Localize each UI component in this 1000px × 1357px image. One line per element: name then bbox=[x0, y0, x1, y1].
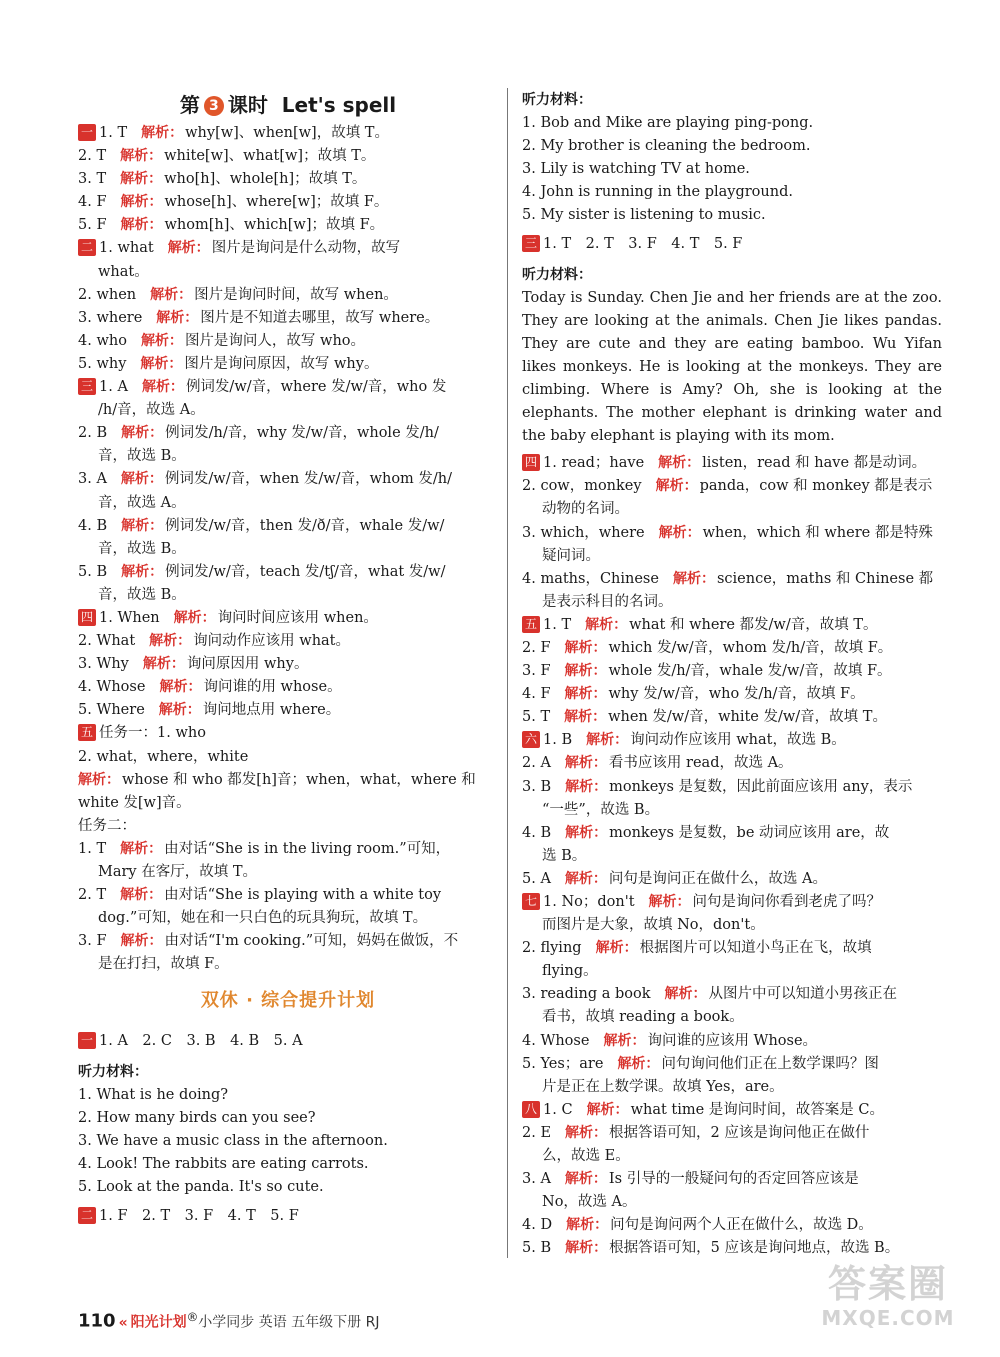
analysis-text: who[h]、whole[h]；故填 T。 bbox=[164, 171, 367, 188]
analysis-text: 由对话“She is playing with a white toy bbox=[164, 887, 442, 904]
analysis-text: 询问谁的应该用 Whose。 bbox=[647, 1032, 818, 1049]
analysis-label: 解析： bbox=[564, 686, 607, 703]
answer-text: 5. B bbox=[522, 1240, 552, 1257]
analysis-text: 图片是询问原因，故写 why。 bbox=[184, 355, 379, 372]
answer-row bbox=[522, 1214, 942, 1237]
answer-row bbox=[78, 746, 498, 769]
analysis-text: 询问地点用 where。 bbox=[202, 702, 341, 719]
analysis-label: 解析： bbox=[672, 570, 715, 587]
answer-row bbox=[78, 237, 498, 260]
answer-text: flying。 bbox=[542, 963, 598, 980]
answer-text: 3. F bbox=[78, 933, 107, 950]
answer-text: 看书，故填 reading a book。 bbox=[542, 1009, 744, 1026]
analysis-label: 解析： bbox=[120, 887, 163, 904]
title-suffix: 课时 bbox=[227, 93, 268, 117]
answer-text: 1. When bbox=[99, 609, 160, 626]
watermark-text: 答案圈 bbox=[827, 1262, 948, 1306]
analysis-text: 询问动作应该用 what。 bbox=[193, 633, 351, 650]
listening-material-2 bbox=[522, 112, 942, 227]
analysis-label: 解析： bbox=[655, 478, 698, 495]
answer-text: 疑问词。 bbox=[542, 547, 600, 564]
analysis-label: 解析： bbox=[586, 732, 629, 749]
analysis-label: 解析： bbox=[141, 125, 184, 141]
exercise-badge: 二 bbox=[78, 239, 96, 256]
answer-text: 4. maths，Chinese bbox=[522, 570, 659, 587]
answer-row bbox=[78, 884, 498, 907]
analysis-label: 解析： bbox=[120, 840, 163, 857]
analysis-label: 解析： bbox=[121, 517, 164, 534]
analysis-label: 解析： bbox=[664, 986, 707, 1003]
answer-text: 3. B bbox=[522, 778, 552, 795]
analysis-text: white[w]、what[w]；故填 T。 bbox=[164, 148, 376, 165]
answer-row bbox=[78, 630, 498, 653]
answer-text: 3. A bbox=[522, 1171, 551, 1188]
answer-row bbox=[522, 891, 942, 914]
analysis-text: 问句是询问正在做什么，故选 A。 bbox=[608, 870, 828, 887]
answer-row bbox=[78, 1205, 498, 1228]
analysis-label: 解析： bbox=[142, 656, 185, 673]
answer-text: 任务一：1. who bbox=[99, 725, 206, 742]
answer-text: 选 B。 bbox=[542, 847, 587, 864]
answer-text: 3. A bbox=[78, 471, 107, 488]
answer-row bbox=[78, 792, 498, 815]
answer-text: 4. F bbox=[522, 686, 551, 703]
watermark bbox=[808, 1262, 968, 1330]
analysis-text: monkeys 是复数，因此前面应该用 any，表示 bbox=[609, 778, 913, 795]
answer-row bbox=[522, 799, 942, 822]
analysis-text: 由对话“I'm cooking.”可知，妈妈在做饭，不 bbox=[164, 933, 459, 950]
analysis-text: whose 和 who 都发[h]音；when，what，where 和 bbox=[122, 771, 476, 788]
answer-row bbox=[522, 960, 942, 983]
analysis-label: 解析： bbox=[658, 524, 701, 541]
listening-line: 4. Look! The rabbits are eating carrots. bbox=[78, 1155, 369, 1172]
analysis-text: 由对话“She is in the living room.”可知， bbox=[164, 840, 451, 857]
answer-row bbox=[522, 1053, 942, 1076]
exercise-badge: 六 bbox=[522, 731, 540, 748]
answer-text: 4. D bbox=[522, 1217, 553, 1234]
analysis-label: 解析： bbox=[565, 1124, 608, 1141]
answer-row bbox=[522, 522, 942, 545]
double-chevron-icon: « bbox=[118, 1314, 128, 1331]
answer-text: 1. read；have bbox=[543, 455, 645, 472]
exercise-badge: 一 bbox=[78, 124, 96, 141]
answer-text: 2. what，where，white bbox=[78, 748, 249, 765]
answer-text: 2. T bbox=[78, 887, 107, 904]
analysis-text: 图片是询问是什么动物，故写 bbox=[211, 240, 401, 257]
answer-text: 5. T bbox=[522, 709, 551, 726]
analysis-label: 解析： bbox=[565, 824, 608, 841]
analysis-text: why[w]、when[w]，故填 T。 bbox=[185, 125, 389, 141]
answer-text: 2. when bbox=[78, 286, 137, 303]
answer-row bbox=[522, 1030, 942, 1053]
analysis-label: 解析： bbox=[565, 1240, 608, 1257]
exercise-badge: 七 bbox=[522, 893, 540, 910]
answer-text: 2. What bbox=[78, 633, 136, 650]
answer-row bbox=[522, 706, 942, 729]
answer-row bbox=[78, 145, 498, 168]
answer-row bbox=[78, 261, 498, 284]
analysis-label: 解析： bbox=[603, 1032, 646, 1049]
analysis-text: whose[h]、where[w]；故填 F。 bbox=[164, 194, 389, 211]
analysis-label: 解析： bbox=[120, 194, 163, 211]
answer-row bbox=[78, 422, 498, 445]
analysis-text: 看书应该用 read，故选 A。 bbox=[608, 755, 793, 772]
answer-row bbox=[522, 452, 942, 475]
analysis-text: 例词发/w/音，when 发/w/音，whom 发/h/ bbox=[164, 471, 453, 488]
column-divider bbox=[507, 88, 508, 1258]
analysis-label: 解析： bbox=[586, 1101, 629, 1118]
answer-row bbox=[522, 233, 942, 256]
listening-label: 听力材料： bbox=[522, 92, 592, 108]
brand-name: 阳光计划 bbox=[130, 1314, 187, 1331]
answer-text: 1. B bbox=[543, 732, 573, 749]
analysis-label: 解析： bbox=[658, 455, 701, 472]
answer-text: 3. which，where bbox=[522, 524, 645, 541]
analysis-text: listen，read 和 have 都是动词。 bbox=[702, 455, 927, 472]
listening-line: 4. John is running in the playground. bbox=[522, 184, 793, 201]
answer-text: 5. A bbox=[522, 870, 551, 887]
analysis-text: 图片是询问时间，故写 when。 bbox=[194, 286, 398, 303]
answer-row bbox=[522, 614, 942, 637]
analysis-label: 解析： bbox=[78, 771, 120, 788]
analysis-label: 解析： bbox=[167, 240, 210, 257]
analysis-text: monkeys 是复数，be 动词应该用 are，故 bbox=[609, 824, 890, 841]
analysis-label: 解析： bbox=[566, 1217, 609, 1234]
exercise-badge: 一 bbox=[78, 1032, 96, 1049]
exercise-badge: 八 bbox=[522, 1101, 540, 1118]
answer-text: 音，故选 B。 bbox=[98, 448, 186, 465]
analysis-text: science，maths 和 Chinese 都 bbox=[716, 570, 934, 587]
analysis-text: 例词发/h/音，why 发/w/音，whole 发/h/ bbox=[165, 425, 439, 442]
exercise-badge: 三 bbox=[78, 378, 96, 395]
analysis-label: 解析： bbox=[595, 940, 638, 957]
analysis-text: which 发/w/音，whom 发/h/音，故填 F。 bbox=[608, 639, 893, 656]
answer-text: 3. Why bbox=[78, 656, 129, 673]
answer-row bbox=[78, 907, 498, 930]
answer-row bbox=[78, 676, 498, 699]
answer-text: 是表示科目的名词。 bbox=[542, 593, 673, 610]
answer-row bbox=[522, 1006, 942, 1029]
answer-row bbox=[78, 699, 498, 722]
listening-line: 2. How many birds can you see? bbox=[78, 1109, 316, 1126]
analysis-text: Is 引导的一般疑问句的否定回答应该是 bbox=[608, 1171, 859, 1188]
answer-row bbox=[78, 122, 498, 145]
listening-line: 5. Look at the panda. It's so cute. bbox=[78, 1178, 324, 1195]
analysis-label: 解析： bbox=[173, 609, 216, 626]
analysis-label: 解析： bbox=[564, 639, 607, 656]
answer-text: 4. B bbox=[522, 824, 552, 841]
answer-text: white 发[w]音。 bbox=[78, 794, 191, 811]
answer-row bbox=[78, 607, 498, 630]
listening-line: 3. Lily is watching TV at home. bbox=[522, 161, 750, 178]
analysis-text: 询问时间应该用 when。 bbox=[217, 609, 378, 626]
answer-text: 3. reading a book bbox=[522, 986, 651, 1003]
answer-text: 2. T bbox=[78, 148, 107, 165]
analysis-text: 从图片中可以知道小男孩正在 bbox=[708, 986, 898, 1003]
answer-row bbox=[522, 1168, 942, 1191]
analysis-text: what time 是询问时间，故答案是 C。 bbox=[630, 1101, 884, 1118]
listening-line: 2. My brother is cleaning the bedroom. bbox=[522, 138, 811, 155]
lesson-title bbox=[78, 88, 498, 122]
answer-text: 1. A 2. C 3. B 4. B 5. A bbox=[99, 1033, 303, 1050]
analysis-label: 解析： bbox=[564, 1171, 607, 1188]
answer-row bbox=[78, 722, 498, 745]
analysis-text: 图片是不知道去哪里，故写 where。 bbox=[200, 309, 440, 326]
analysis-label: 解析： bbox=[120, 471, 163, 488]
answer-row bbox=[522, 776, 942, 799]
answer-row bbox=[522, 937, 942, 960]
analysis-text: why 发/w/音，who 发/h/音，故填 F。 bbox=[608, 686, 865, 703]
analysis-label: 解析： bbox=[120, 171, 163, 188]
analysis-label: 解析： bbox=[150, 286, 193, 303]
analysis-text: 图片是询问人，故写 who。 bbox=[184, 332, 366, 349]
answer-row bbox=[78, 307, 498, 330]
answer-text: 3. F bbox=[522, 663, 551, 680]
answer-row bbox=[522, 752, 942, 775]
listening-passage: Today is Sunday. Chen Jie and her friends are at the zoo. They are looking at the animals. Chen Jie likes pandas. They are cute and they are eating bamboo. Wu Yifan likes monkeys. He is looking at the monkeys. They are climbing. Where is Amy? Oh, she is looking at the elephants. The mother elephant is drinking water and the baby elephant is playing with its mom. bbox=[522, 289, 942, 445]
listening-line: 5. My sister is listening to music. bbox=[522, 207, 766, 224]
answer-text: 1. T bbox=[99, 125, 128, 141]
answer-row bbox=[78, 584, 498, 607]
exercise-badge: 五 bbox=[522, 616, 540, 633]
answer-row bbox=[78, 953, 498, 976]
analysis-label: 解析： bbox=[564, 709, 607, 726]
answer-row bbox=[78, 930, 498, 953]
answer-row bbox=[78, 769, 498, 792]
answer-text: 1. T bbox=[543, 616, 572, 633]
answer-row bbox=[522, 845, 942, 868]
analysis-text: when，which 和 where 都是特殊 bbox=[702, 524, 933, 541]
answer-text: 1. T 2. T 3. F 4. T 5. F bbox=[543, 236, 743, 253]
analysis-text: 例词发/w/音，where 发/w/音，who 发 bbox=[185, 379, 447, 396]
page-number: 110 bbox=[78, 1310, 116, 1332]
answer-text: 1. T bbox=[78, 840, 107, 857]
answer-text: 3. where bbox=[78, 309, 143, 326]
answer-text: what。 bbox=[98, 263, 149, 280]
listening-label: 听力材料： bbox=[522, 266, 592, 283]
analysis-text: what 和 where 都发/w/音，故填 T。 bbox=[629, 616, 878, 633]
analysis-text: 询问谁的用 whose。 bbox=[203, 679, 342, 696]
analysis-text: 问句是询问两个人正在做什么，故选 D。 bbox=[610, 1217, 873, 1234]
answer-text: 任务二： bbox=[78, 817, 136, 834]
answer-row bbox=[522, 637, 942, 660]
analysis-label: 解析： bbox=[121, 563, 164, 580]
answer-text: 2. cow，monkey bbox=[522, 478, 642, 495]
analysis-label: 解析： bbox=[617, 1055, 660, 1072]
answer-text: dog.”可知，她在和一只白色的玩具狗玩，故填 T。 bbox=[98, 910, 428, 927]
answer-row bbox=[78, 515, 498, 538]
left-column bbox=[78, 88, 498, 1228]
answer-text: 5. Where bbox=[78, 702, 145, 719]
answer-row bbox=[522, 1076, 942, 1099]
answer-text: 1. F 2. T 3. F 4. T 5. F bbox=[99, 1208, 299, 1225]
answer-text: 是在打扫，故填 F。 bbox=[98, 956, 229, 973]
answer-text: 4. Whose bbox=[78, 679, 146, 696]
analysis-label: 解析： bbox=[648, 894, 691, 910]
answer-text: 5. why bbox=[78, 355, 127, 372]
answer-row bbox=[522, 1099, 942, 1122]
answer-row bbox=[78, 838, 498, 861]
exercise-badge: 四 bbox=[522, 454, 540, 471]
answer-list-right bbox=[522, 452, 942, 1260]
analysis-text: whole 发/h/音，whale 发/w/音，故填 F。 bbox=[608, 663, 892, 680]
answer-text: 音，故选 B。 bbox=[98, 540, 186, 557]
answer-text: 2. flying bbox=[522, 940, 582, 957]
answer-text: 4. B bbox=[78, 517, 108, 534]
answer-row bbox=[78, 653, 498, 676]
answer-text: 2. A bbox=[522, 755, 551, 772]
answer-row bbox=[522, 983, 942, 1006]
listening-line: 3. We have a music class in the afternoon. bbox=[78, 1132, 388, 1149]
answer-row bbox=[522, 545, 942, 568]
answer-text: “一些”，故选 B。 bbox=[542, 801, 660, 818]
listening-material-1 bbox=[78, 1084, 498, 1199]
analysis-text: 询问原因用 why。 bbox=[186, 656, 309, 673]
section-title: 双休 · 综合提升计划 bbox=[200, 990, 376, 1012]
answer-row bbox=[78, 815, 498, 838]
answer-row bbox=[78, 353, 498, 376]
exercise-badge: 三 bbox=[522, 235, 540, 252]
answer-text: 4. F bbox=[78, 194, 107, 211]
answer-text: 4. Whose bbox=[522, 1032, 590, 1049]
watermark-url: MXQE.COM bbox=[821, 1306, 955, 1330]
answer-row bbox=[78, 376, 498, 399]
exercise-badge: 五 bbox=[78, 724, 96, 741]
answer-row bbox=[522, 683, 942, 706]
answer-text: 1. No；don't bbox=[543, 894, 635, 910]
listening-line: 1. Bob and Mike are playing ping-pong. bbox=[522, 115, 814, 131]
answer-row bbox=[78, 538, 498, 561]
answer-row bbox=[78, 1030, 498, 1053]
answer-row bbox=[78, 492, 498, 515]
title-prefix: 第 bbox=[179, 93, 200, 117]
analysis-text: when 发/w/音，white 发/w/音，故填 T。 bbox=[608, 709, 887, 726]
answer-text: 4. who bbox=[78, 332, 127, 349]
answer-row bbox=[522, 1122, 942, 1145]
answer-row bbox=[522, 822, 942, 845]
answer-row bbox=[78, 468, 498, 491]
answer-text: 而图片是大象，故填 No，don't。 bbox=[542, 917, 765, 934]
answer-row bbox=[522, 729, 942, 752]
analysis-label: 解析： bbox=[120, 933, 163, 950]
answer-list-left bbox=[78, 122, 498, 976]
listening-line: 1. What is he doing? bbox=[78, 1086, 229, 1103]
analysis-label: 解析： bbox=[149, 633, 192, 650]
answer-text: 5. Yes；are bbox=[522, 1055, 604, 1072]
answer-row bbox=[78, 561, 498, 584]
exercise-badge: 四 bbox=[78, 609, 96, 626]
answer-row bbox=[522, 1145, 942, 1168]
answer-row bbox=[522, 475, 942, 498]
answer-text: 1. A bbox=[99, 379, 128, 396]
answer-text: 3. T bbox=[78, 171, 107, 188]
answer-text: Mary 在客厅，故填 T。 bbox=[98, 864, 258, 880]
answer-row bbox=[78, 330, 498, 353]
analysis-text: 根据答语可知，5 应该是询问地点，故选 B。 bbox=[609, 1240, 900, 1257]
analysis-text: 根据答语可知，2 应该是询问他正在做什 bbox=[609, 1124, 870, 1141]
answer-text: 5. B bbox=[78, 563, 108, 580]
lesson-number-badge: 3 bbox=[204, 96, 224, 116]
answer-row bbox=[78, 399, 498, 422]
analysis-text: whom[h]、which[w]；故填 F。 bbox=[164, 217, 385, 234]
answer-row bbox=[522, 1237, 942, 1260]
answer-text: 音，故选 A。 bbox=[98, 494, 186, 511]
analysis-text: panda，cow 和 monkey 都是表示 bbox=[699, 478, 933, 495]
page-footer bbox=[78, 1310, 380, 1332]
answer-row bbox=[522, 498, 942, 521]
book-info: 小学同步 英语 五年级下册 RJ bbox=[198, 1314, 380, 1331]
analysis-text: 问句询问他们正在上数学课吗？图 bbox=[661, 1055, 879, 1072]
answer-text: /h/音，故选 A。 bbox=[98, 402, 205, 419]
answer-text: 么，故选 E。 bbox=[542, 1148, 630, 1165]
answer-text: 片是正在上数学课。故填 Yes，are。 bbox=[542, 1078, 784, 1095]
analysis-text: 问句是询问你看到老虎了吗？ bbox=[692, 894, 882, 910]
answer-row bbox=[78, 168, 498, 191]
answer-text: 2. E bbox=[522, 1124, 552, 1141]
analysis-text: 例词发/w/音，teach 发/tʃ/音，what 发/w/ bbox=[165, 563, 446, 580]
exercise-badge: 二 bbox=[78, 1207, 96, 1224]
right-column bbox=[522, 88, 942, 1261]
analysis-label: 解析： bbox=[564, 870, 607, 887]
analysis-label: 解析： bbox=[140, 355, 183, 372]
analysis-label: 解析： bbox=[159, 679, 202, 696]
answer-row bbox=[522, 868, 942, 891]
answer-row bbox=[78, 861, 498, 884]
analysis-text: 根据图片可以知道小鸟正在飞，故填 bbox=[639, 940, 872, 957]
analysis-label: 解析： bbox=[120, 217, 163, 234]
title-english: Let's spell bbox=[281, 93, 397, 117]
analysis-text: 询问动作应该用 what，故选 B。 bbox=[630, 732, 846, 749]
answer-text: 5. F bbox=[78, 217, 107, 234]
analysis-label: 解析： bbox=[141, 379, 184, 396]
analysis-label: 解析： bbox=[564, 663, 607, 680]
analysis-label: 解析： bbox=[156, 309, 199, 326]
answer-text: 音，故选 B。 bbox=[98, 586, 186, 603]
answer-text: No，故选 A。 bbox=[542, 1194, 637, 1211]
analysis-label: 解析： bbox=[158, 702, 201, 719]
answer-row bbox=[522, 660, 942, 683]
answer-row bbox=[522, 1191, 942, 1214]
answer-row bbox=[522, 568, 942, 591]
registered-mark: ® bbox=[186, 1310, 199, 1324]
answer-row bbox=[522, 914, 942, 937]
answer-text: 1. C bbox=[543, 1101, 573, 1118]
analysis-label: 解析： bbox=[121, 425, 164, 442]
answer-text: 2. B bbox=[78, 425, 108, 442]
analysis-label: 解析： bbox=[565, 778, 608, 795]
analysis-label: 解析： bbox=[564, 755, 607, 772]
answer-row bbox=[78, 214, 498, 237]
answer-row bbox=[78, 445, 498, 468]
answer-row bbox=[78, 191, 498, 214]
answer-text: 2. F bbox=[522, 639, 551, 656]
analysis-label: 解析： bbox=[120, 148, 163, 165]
analysis-label: 解析： bbox=[140, 332, 183, 349]
answer-row bbox=[522, 591, 942, 614]
listening-label: 听力材料： bbox=[78, 1063, 148, 1080]
answer-row bbox=[78, 284, 498, 307]
answer-text: 动物的名词。 bbox=[542, 501, 629, 518]
analysis-text: 例词发/w/音，then 发/ð/音，whale 发/w/ bbox=[165, 517, 445, 534]
answer-text: 1. what bbox=[99, 240, 154, 257]
analysis-label: 解析： bbox=[585, 616, 628, 633]
